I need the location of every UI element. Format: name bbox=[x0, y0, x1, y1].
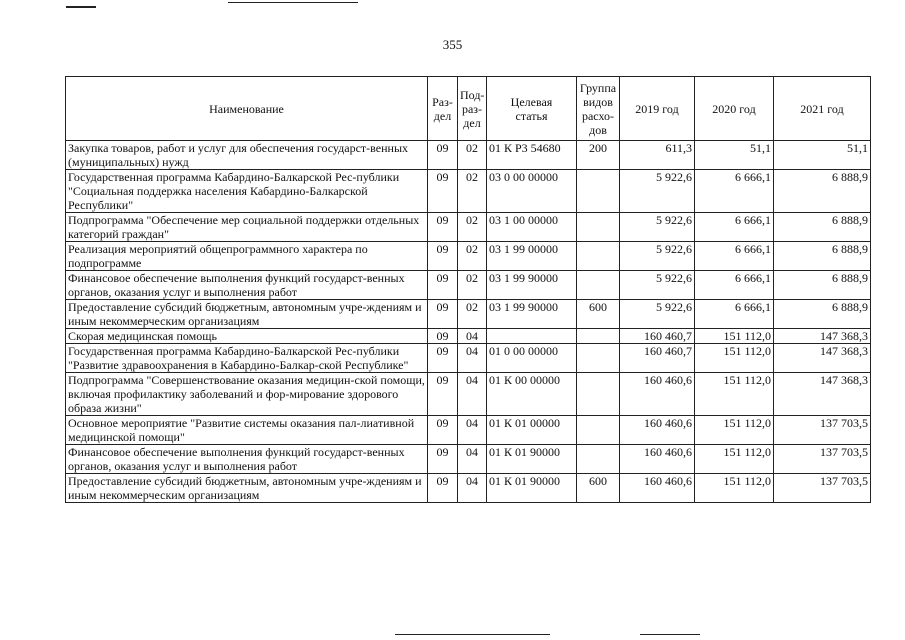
cell-podrazdel: 04 bbox=[458, 329, 487, 344]
cell-target-article: 03 1 99 90000 bbox=[487, 271, 577, 300]
cell-razdel: 09 bbox=[428, 170, 458, 213]
header-razdel: Раз- дел bbox=[428, 77, 458, 141]
cell-expense-group bbox=[577, 445, 620, 474]
cell-2020: 151 112,0 bbox=[695, 344, 774, 373]
table-row bbox=[66, 300, 871, 329]
scan-artifact-line bbox=[228, 2, 358, 3]
page-number: 355 bbox=[442, 37, 463, 52]
cell-2019: 160 460,6 bbox=[620, 416, 695, 445]
cell-2019: 5 922,6 bbox=[620, 242, 695, 271]
cell-podrazdel: 04 bbox=[458, 344, 487, 373]
cell-target-article bbox=[487, 329, 577, 344]
cell-2019: 5 922,6 bbox=[620, 300, 695, 329]
cell-name: Предоставление субсидий бюджетным, автономным учре-ждениям и иным некоммерческим организациям bbox=[66, 474, 428, 503]
table-header-row bbox=[66, 77, 871, 141]
cell-podrazdel: 04 bbox=[458, 373, 487, 416]
cell-target-article: 01 К 01 90000 bbox=[487, 474, 577, 503]
header-name: Наименование bbox=[66, 77, 428, 141]
cell-name: Подпрограмма "Совершенствование оказания медицин-ской помощи, включая профилактику заболеваний и фор-мирование здорового образа жизни" bbox=[66, 373, 428, 416]
cell-expense-group bbox=[577, 329, 620, 344]
cell-name: Закупка товаров, работ и услуг для обеспечения государст-венных (муниципальных) нужд bbox=[66, 141, 428, 170]
table-row bbox=[66, 373, 871, 416]
cell-name: Государственная программа Кабардино-Балкарской Рес-публики "Социальная поддержка населения Кабардино-Балкарской Республики" bbox=[66, 170, 428, 213]
header-2021: 2021 год bbox=[774, 77, 871, 141]
cell-expense-group bbox=[577, 213, 620, 242]
cell-2021: 51,1 bbox=[774, 141, 871, 170]
cell-2021: 6 888,9 bbox=[774, 213, 871, 242]
cell-2021: 137 703,5 bbox=[774, 416, 871, 445]
cell-2021: 6 888,9 bbox=[774, 300, 871, 329]
cell-target-article: 03 1 99 00000 bbox=[487, 242, 577, 271]
scan-artifact-line bbox=[66, 6, 96, 8]
cell-2021: 147 368,3 bbox=[774, 373, 871, 416]
cell-expense-group bbox=[577, 242, 620, 271]
header-podrazdel: Под- раз- дел bbox=[458, 77, 487, 141]
scan-artifact-line bbox=[640, 634, 700, 635]
cell-name: Основное мероприятие "Развитие системы оказания пал-лиативной медицинской помощи" bbox=[66, 416, 428, 445]
cell-podrazdel: 04 bbox=[458, 416, 487, 445]
cell-podrazdel: 02 bbox=[458, 170, 487, 213]
cell-target-article: 03 1 00 00000 bbox=[487, 213, 577, 242]
cell-2021: 137 703,5 bbox=[774, 445, 871, 474]
table-row bbox=[66, 416, 871, 445]
cell-2019: 5 922,6 bbox=[620, 213, 695, 242]
cell-razdel: 09 bbox=[428, 329, 458, 344]
scan-artifact-line bbox=[395, 634, 550, 635]
table-row bbox=[66, 242, 871, 271]
cell-expense-group: 200 bbox=[577, 141, 620, 170]
cell-target-article: 01 0 00 00000 bbox=[487, 344, 577, 373]
cell-name: Финансовое обеспечение выполнения функций государст-венных органов, оказания услуг и выполнения работ bbox=[66, 271, 428, 300]
cell-razdel: 09 bbox=[428, 373, 458, 416]
header-expense-group: Группа видов расхо- дов bbox=[577, 77, 620, 141]
cell-target-article: 01 К Р3 54680 bbox=[487, 141, 577, 170]
cell-razdel: 09 bbox=[428, 242, 458, 271]
header-target-article: Целевая статья bbox=[487, 77, 577, 141]
cell-2020: 51,1 bbox=[695, 141, 774, 170]
table-row bbox=[66, 141, 871, 170]
cell-2019: 160 460,6 bbox=[620, 445, 695, 474]
header-2019: 2019 год bbox=[620, 77, 695, 141]
table-row bbox=[66, 344, 871, 373]
cell-podrazdel: 02 bbox=[458, 300, 487, 329]
cell-2020: 151 112,0 bbox=[695, 373, 774, 416]
cell-2021: 6 888,9 bbox=[774, 170, 871, 213]
cell-2021: 6 888,9 bbox=[774, 271, 871, 300]
cell-razdel: 09 bbox=[428, 300, 458, 329]
cell-2019: 5 922,6 bbox=[620, 271, 695, 300]
cell-2019: 160 460,6 bbox=[620, 373, 695, 416]
cell-podrazdel: 02 bbox=[458, 242, 487, 271]
cell-podrazdel: 04 bbox=[458, 445, 487, 474]
cell-2020: 151 112,0 bbox=[695, 474, 774, 503]
cell-name: Предоставление субсидий бюджетным, автономным учре-ждениям и иным некоммерческим организациям bbox=[66, 300, 428, 329]
cell-target-article: 01 К 01 00000 bbox=[487, 416, 577, 445]
table-row bbox=[66, 213, 871, 242]
cell-name: Реализация мероприятий общепрограммного характера по подпрограмме bbox=[66, 242, 428, 271]
cell-razdel: 09 bbox=[428, 344, 458, 373]
budget-table bbox=[65, 76, 871, 503]
cell-target-article: 01 К 01 90000 bbox=[487, 445, 577, 474]
table-row bbox=[66, 474, 871, 503]
cell-expense-group: 600 bbox=[577, 474, 620, 503]
cell-expense-group bbox=[577, 170, 620, 213]
table-row bbox=[66, 329, 871, 344]
header-2020: 2020 год bbox=[695, 77, 774, 141]
cell-2021: 147 368,3 bbox=[774, 329, 871, 344]
cell-2020: 6 666,1 bbox=[695, 242, 774, 271]
cell-2021: 6 888,9 bbox=[774, 242, 871, 271]
cell-podrazdel: 04 bbox=[458, 474, 487, 503]
cell-2020: 6 666,1 bbox=[695, 300, 774, 329]
table-row bbox=[66, 271, 871, 300]
cell-2019: 5 922,6 bbox=[620, 170, 695, 213]
cell-2020: 6 666,1 bbox=[695, 271, 774, 300]
cell-2020: 6 666,1 bbox=[695, 170, 774, 213]
cell-razdel: 09 bbox=[428, 213, 458, 242]
cell-expense-group bbox=[577, 344, 620, 373]
cell-2020: 6 666,1 bbox=[695, 213, 774, 242]
cell-expense-group bbox=[577, 416, 620, 445]
cell-podrazdel: 02 bbox=[458, 141, 487, 170]
cell-2019: 611,3 bbox=[620, 141, 695, 170]
cell-expense-group bbox=[577, 271, 620, 300]
cell-razdel: 09 bbox=[428, 271, 458, 300]
cell-name: Финансовое обеспечение выполнения функций государст-венных органов, оказания услуг и выполнения работ bbox=[66, 445, 428, 474]
table-row bbox=[66, 170, 871, 213]
table-body bbox=[66, 141, 871, 503]
cell-2020: 151 112,0 bbox=[695, 416, 774, 445]
cell-2019: 160 460,6 bbox=[620, 474, 695, 503]
cell-name: Государственная программа Кабардино-Балкарской Рес-публики "Развитие здравоохранения в Кабардино-Балкар-ской Республике" bbox=[66, 344, 428, 373]
cell-2020: 151 112,0 bbox=[695, 445, 774, 474]
cell-target-article: 03 0 00 00000 bbox=[487, 170, 577, 213]
cell-2020: 151 112,0 bbox=[695, 329, 774, 344]
cell-podrazdel: 02 bbox=[458, 213, 487, 242]
cell-razdel: 09 bbox=[428, 141, 458, 170]
cell-name: Подпрограмма "Обеспечение мер социальной поддержки отдельных категорий граждан" bbox=[66, 213, 428, 242]
cell-razdel: 09 bbox=[428, 474, 458, 503]
cell-2021: 147 368,3 bbox=[774, 344, 871, 373]
cell-name: Скорая медицинская помощь bbox=[66, 329, 428, 344]
table-row bbox=[66, 445, 871, 474]
cell-2021: 137 703,5 bbox=[774, 474, 871, 503]
cell-expense-group: 600 bbox=[577, 300, 620, 329]
cell-razdel: 09 bbox=[428, 416, 458, 445]
cell-2019: 160 460,7 bbox=[620, 329, 695, 344]
cell-target-article: 01 К 00 00000 bbox=[487, 373, 577, 416]
cell-razdel: 09 bbox=[428, 445, 458, 474]
cell-2019: 160 460,7 bbox=[620, 344, 695, 373]
cell-target-article: 03 1 99 90000 bbox=[487, 300, 577, 329]
cell-podrazdel: 02 bbox=[458, 271, 487, 300]
cell-expense-group bbox=[577, 373, 620, 416]
